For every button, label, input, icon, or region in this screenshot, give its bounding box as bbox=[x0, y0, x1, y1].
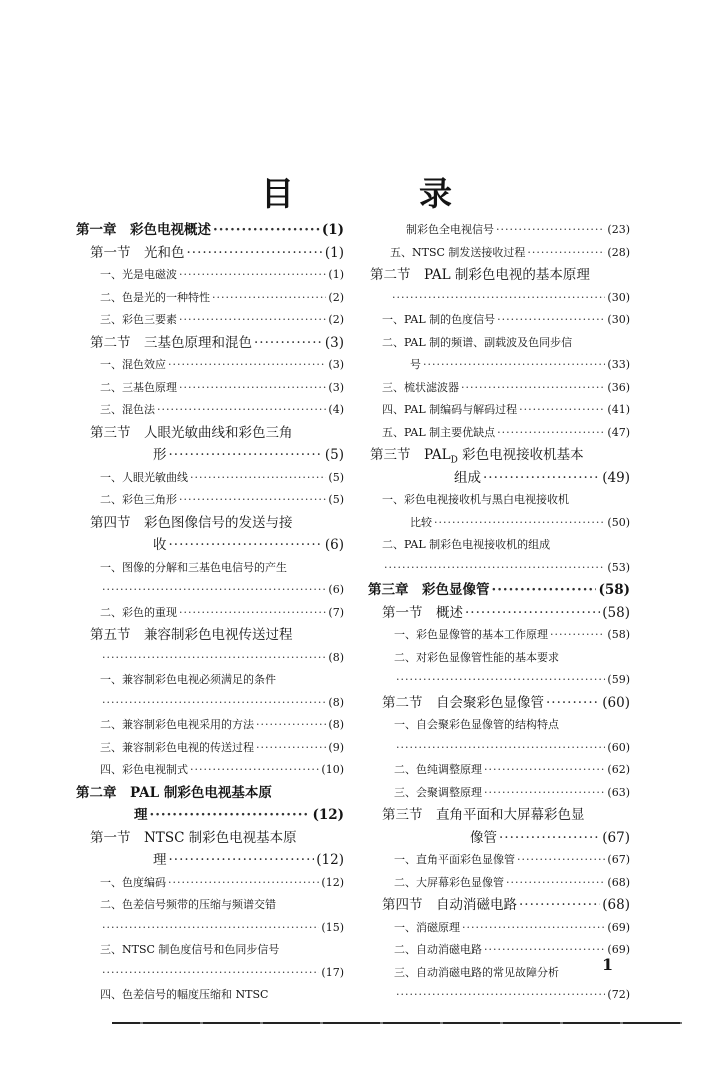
toc-entry-item[interactable]: 二、PAL 制彩色电视接收机的组成 bbox=[382, 538, 551, 551]
toc-entry-section[interactable]: 第一节 NTSC 制彩色电视基本原 bbox=[90, 829, 297, 846]
toc-entry-item[interactable]: 二、三基色原理 ····· (3) bbox=[76, 377, 344, 400]
toc-entry-item[interactable]: 二、兼容制彩色电视采用的方法 ····· (8) bbox=[76, 714, 344, 737]
toc-entry-item[interactable]: 四、PAL 制编码与解码过程 ····· (41) bbox=[366, 399, 630, 422]
toc-entry-continuation[interactable]: ····· (59) bbox=[366, 669, 630, 692]
toc-right-column bbox=[366, 219, 630, 1007]
toc-entry-item[interactable]: 五、PAL 制主要优缺点 ····· (47) bbox=[366, 422, 630, 445]
toc-entry-continuation[interactable]: ····· (60) bbox=[366, 737, 630, 760]
toc-entry-item[interactable]: 二、色是光的一种特性 ····· (2) bbox=[76, 287, 344, 310]
toc-entry-section[interactable]: 第三节 直角平面和大屏幕彩色显 bbox=[382, 807, 585, 823]
toc-entry-section[interactable]: 第四节 彩色图像信号的发送与接 bbox=[90, 514, 293, 531]
toc-entry-item[interactable]: 三、会聚调整原理 ····· (63) bbox=[366, 782, 630, 805]
toc-entry-section[interactable]: 第一节 概述 ····· (58) bbox=[366, 602, 630, 625]
toc-entry-item[interactable]: 三、梳状滤波器 ····· (36) bbox=[366, 377, 630, 400]
page-title: 目 录 bbox=[261, 174, 498, 213]
toc-entry-continuation[interactable]: ····· (8) bbox=[76, 692, 344, 715]
toc-entry-item[interactable]: 一、色度编码 ····· (12) bbox=[76, 872, 344, 895]
toc-entry-section[interactable]: 第五节 兼容制彩色电视传送过程 bbox=[90, 627, 293, 643]
toc-entry-item[interactable]: 二、色差信号频带的压缩与频谱交错 bbox=[100, 898, 276, 911]
toc-entry-continuation[interactable]: ····· (8) bbox=[76, 647, 344, 670]
toc-entry-continuation[interactable]: ····· (72) bbox=[366, 984, 630, 1007]
toc-entry-chapter[interactable]: 第二章 PAL 制彩色电视基本原 bbox=[76, 784, 272, 801]
footer-rule bbox=[112, 1022, 682, 1024]
toc-entry-item[interactable]: 一、彩色电视接收机与黑白电视接收机 bbox=[382, 493, 569, 506]
toc-entry-section[interactable]: 第三节 $PAL_D$ 彩色电视接收机基本 bbox=[370, 447, 584, 466]
toc-entry-continuation[interactable]: ····· (30) bbox=[366, 287, 630, 310]
toc-entry-continuation[interactable]: 形 ····· (5) bbox=[76, 444, 344, 467]
toc-entry-item[interactable]: 二、彩色三角形 ····· (5) bbox=[76, 489, 344, 512]
toc-entry-continuation[interactable]: 号 ····· (33) bbox=[366, 354, 630, 377]
toc-entry-section[interactable]: 第二节 PAL 制彩色电视的基本原理 bbox=[370, 267, 590, 283]
toc-entry-item[interactable]: 四、色差信号的幅度压缩和 NTSC bbox=[100, 988, 269, 1001]
toc-entry-continuation[interactable]: 比较 ····· (50) bbox=[366, 512, 630, 535]
toc-entry-item[interactable]: 二、大屏幕彩色显像管 ····· (68) bbox=[366, 872, 630, 895]
toc-entry-item[interactable]: 二、PAL 制的频谱、副载波及色同步信 bbox=[382, 335, 573, 349]
toc-entry-item[interactable]: 一、彩色显像管的基本工作原理 ····· (58) bbox=[366, 624, 630, 647]
toc-entry-section[interactable]: 第四节 自动消磁电路 ····· (68) bbox=[366, 894, 630, 917]
toc-entry-item[interactable]: 二、自动消磁电路 ····· (69) bbox=[366, 939, 630, 962]
toc-entry-item[interactable]: 三、彩色三要素 ····· (2) bbox=[76, 309, 344, 332]
toc-entry-item[interactable]: 二、对彩色显像管性能的基本要求 bbox=[394, 650, 559, 664]
toc-entry-item[interactable]: 一、人眼光敏曲线 ····· (5) bbox=[76, 467, 344, 490]
toc-entry-chapter[interactable]: 第三章 彩色显像管 ····· (58) bbox=[366, 579, 630, 602]
toc-entry-section[interactable]: 第二节 自会聚彩色显像管 ····· (60) bbox=[366, 692, 630, 715]
toc-entry-item[interactable]: 二、彩色的重现 ····· (7) bbox=[76, 602, 344, 625]
toc-entry-item[interactable]: 一、消磁原理 ····· (69) bbox=[366, 917, 630, 940]
toc-entry-section[interactable]: 第三节 人眼光敏曲线和彩色三角 bbox=[90, 424, 293, 441]
toc-entry-continuation[interactable]: 收 ····· (6) bbox=[76, 534, 344, 557]
toc-entry-section[interactable]: 第一节 光和色 ····· (1) bbox=[76, 242, 344, 265]
toc-entry-continuation[interactable]: 组成 ····· (49) bbox=[366, 467, 630, 490]
toc-entry-chapter[interactable]: 第一章 彩色电视概述 ····· (1) bbox=[76, 219, 344, 242]
toc-entry-continuation[interactable]: ····· (6) bbox=[76, 579, 344, 602]
toc-entry-item[interactable]: 一、兼容制彩色电视必须满足的条件 bbox=[100, 673, 276, 686]
toc-entry-item[interactable]: 五、NTSC 制发送接收过程 ····· (28) bbox=[366, 242, 630, 265]
toc-entry-item[interactable]: 三、兼容制彩色电视的传送过程 ····· (9) bbox=[76, 737, 344, 760]
toc-entry-item[interactable]: 一、PAL 制的色度信号 ····· (30) bbox=[366, 309, 630, 332]
toc-entry-continuation[interactable]: 理 ····· (12) bbox=[76, 849, 344, 872]
toc-entry-continuation[interactable]: 制彩色全电视信号 ····· (23) bbox=[366, 219, 630, 242]
toc-entry-item[interactable]: 一、自会聚彩色显像管的结构特点 bbox=[394, 718, 559, 731]
toc-entry-item[interactable]: 四、彩色电视制式 ····· (10) bbox=[76, 759, 344, 782]
toc-entry-continuation[interactable]: 像管 ····· (67) bbox=[366, 827, 630, 850]
page-number: 1 bbox=[602, 955, 614, 974]
toc-entry-item[interactable]: 三、混色法 ····· (4) bbox=[76, 399, 344, 422]
toc-entry-continuation[interactable]: ····· (17) bbox=[76, 962, 344, 985]
toc-entry-item[interactable]: 一、图像的分解和三基色电信号的产生 bbox=[100, 560, 287, 574]
toc-entry-item[interactable]: 三、NTSC 制色度信号和色同步信号 bbox=[100, 943, 280, 956]
toc-left-column bbox=[76, 219, 344, 1007]
toc-entry-item[interactable]: 一、混色效应 ····· (3) bbox=[76, 354, 344, 377]
toc-entry-section[interactable]: 第二节 三基色原理和混色 ····· (3) bbox=[76, 332, 344, 355]
toc-entry-item[interactable]: 一、直角平面彩色显像管 ····· (67) bbox=[366, 849, 630, 872]
toc-entry-continuation[interactable]: 理 ····· (12) bbox=[76, 804, 344, 827]
toc-entry-item[interactable]: 二、色纯调整原理 ····· (62) bbox=[366, 759, 630, 782]
toc-entry-item[interactable]: 三、自动消磁电路的常见故障分析 bbox=[394, 965, 559, 979]
toc-entry-continuation[interactable]: ····· (15) bbox=[76, 917, 344, 940]
toc-entry-continuation[interactable]: ····· (53) bbox=[366, 557, 630, 580]
toc-entry-item[interactable]: 一、光是电磁波 ····· (1) bbox=[76, 264, 344, 287]
